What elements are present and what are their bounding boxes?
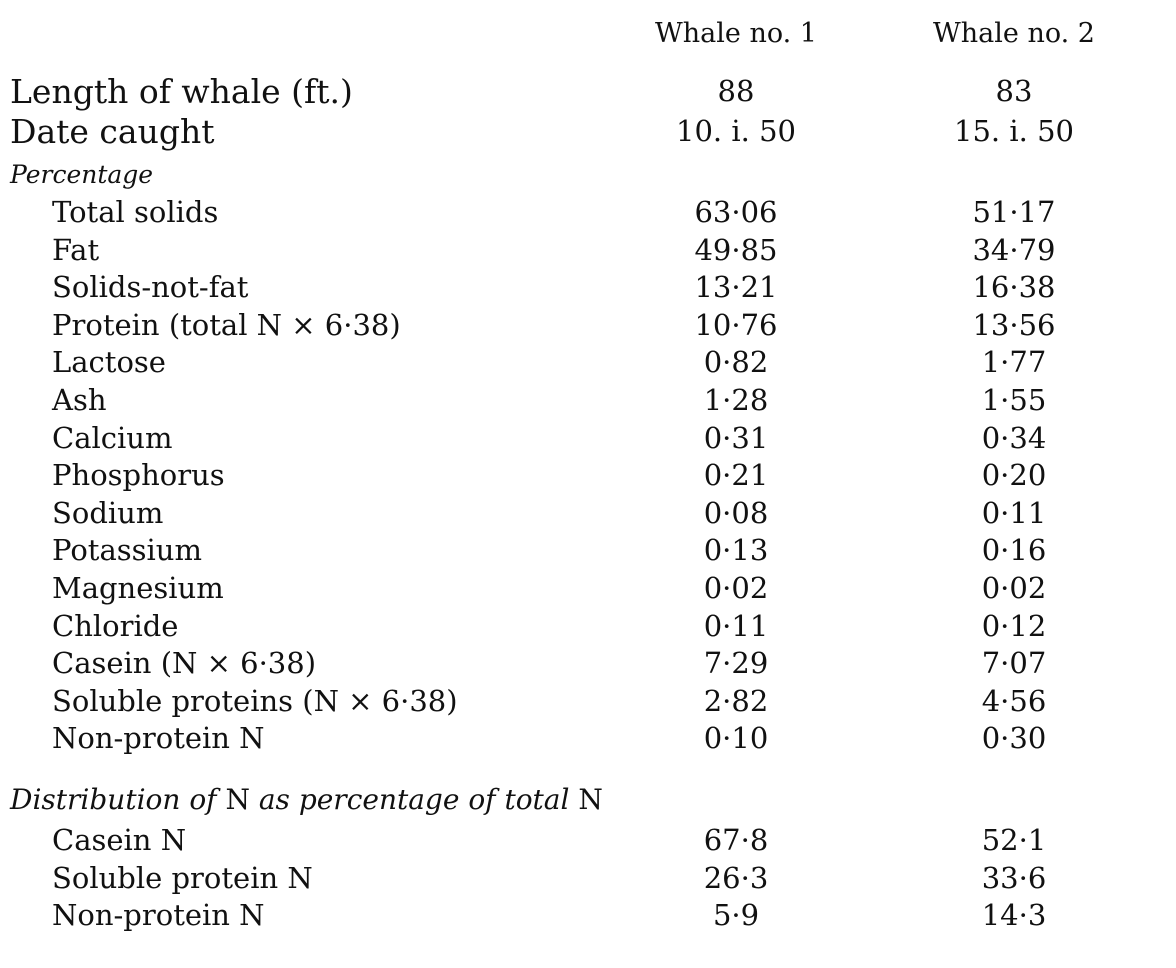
percentage-row-label: Sodium (52, 495, 164, 530)
distribution-row-value-2: 14·3 (981, 898, 1047, 932)
percentage-row-value-2: 7·07 (981, 646, 1047, 681)
percentage-row-value-1: 49·85 (694, 232, 778, 267)
distribution-heading (10, 783, 603, 816)
percentage-row-label: Casein (N × 6·38) (52, 646, 317, 681)
percentage-row-value-1: 0·08 (703, 495, 769, 530)
distribution-row-label: Non-protein N (52, 898, 265, 932)
percentage-row (0, 684, 1176, 724)
distribution-heading-part1: Distribution of (10, 783, 226, 816)
date-row (0, 112, 1176, 152)
percentage-row (0, 496, 1176, 536)
percentage-row (0, 609, 1176, 649)
percentage-row-value-2: 16·38 (972, 270, 1056, 305)
percentage-row (0, 345, 1176, 385)
column-header-whale-1: Whale no. 1 (655, 18, 817, 49)
distribution-row (0, 861, 1176, 901)
percentage-row-value-2: 0·02 (981, 571, 1047, 605)
percentage-row-value-1: 0·13 (703, 533, 769, 568)
percentage-row-label: Chloride (52, 608, 179, 643)
percentage-row-label: Solids-not-fat (52, 270, 249, 305)
percentage-row (0, 646, 1176, 686)
percentage-row-value-2: 0·30 (981, 721, 1047, 756)
percentage-row (0, 383, 1176, 423)
percentage-row (0, 533, 1176, 573)
percentage-row-value-2: 51·17 (972, 195, 1056, 229)
percentage-row-value-1: 13·21 (694, 270, 778, 305)
percentage-row (0, 308, 1176, 348)
date-value-2: 15. i. 50 (954, 114, 1074, 148)
percentage-row-label: Phosphorus (52, 458, 225, 493)
date-value-1: 10. i. 50 (676, 114, 796, 148)
percentage-row (0, 195, 1176, 235)
percentage-row (0, 458, 1176, 498)
percentage-row-value-1: 1·28 (703, 383, 769, 417)
percentage-row-value-1: 0·11 (703, 608, 769, 643)
percentage-row-value-2: 4·56 (981, 683, 1047, 718)
distribution-row-value-1: 67·8 (703, 823, 769, 857)
percentage-row-value-2: 0·20 (981, 458, 1047, 493)
length-value-2: 83 (995, 74, 1033, 108)
percentage-row-value-1: 0·31 (703, 420, 769, 455)
percentage-row-value-1: 0·10 (703, 721, 769, 756)
date-label: Date caught (10, 112, 215, 151)
percentage-row-value-1: 0·21 (703, 458, 769, 493)
percentage-row (0, 721, 1176, 761)
distribution-row (0, 823, 1176, 863)
percentage-row-value-2: 13·56 (972, 307, 1056, 342)
percentage-row-value-1: 2·82 (703, 683, 769, 718)
column-header-row (0, 18, 1176, 58)
length-value-1: 88 (717, 74, 755, 108)
percentage-row-label: Lactose (52, 345, 166, 380)
percentage-row-value-1: 10·76 (694, 307, 778, 342)
distribution-heading-row (0, 783, 1176, 823)
percentage-row-value-2: 1·55 (981, 383, 1047, 417)
percentage-row (0, 571, 1176, 611)
length-label: Length of whale (ft.) (10, 72, 353, 111)
percentage-row-value-2: 0·16 (981, 533, 1047, 568)
percentage-row-label: Protein (total N × 6·38) (52, 307, 401, 342)
length-row (0, 72, 1176, 112)
distribution-row-label: Soluble protein N (52, 860, 313, 895)
percentage-row-value-2: 0·34 (981, 420, 1047, 455)
distribution-row-label: Casein N (52, 823, 187, 857)
percentage-row-value-1: 63·06 (694, 195, 778, 229)
percentage-row-label: Fat (52, 232, 100, 267)
percentage-row-label: Non-protein N (52, 721, 265, 756)
distribution-heading-n1: N (225, 783, 250, 816)
percentage-row-label: Magnesium (52, 571, 224, 605)
percentage-row-value-2: 0·11 (981, 495, 1047, 530)
distribution-row-value-1: 26·3 (703, 860, 769, 895)
percentage-heading: Percentage (10, 160, 154, 189)
percentage-row-value-1: 7·29 (703, 646, 769, 681)
distribution-heading-n2: N (578, 783, 603, 816)
percentage-row-label: Potassium (52, 533, 202, 568)
percentage-heading-row (0, 160, 1176, 200)
percentage-row (0, 421, 1176, 461)
percentage-row-label: Ash (52, 383, 107, 417)
column-header-whale-2: Whale no. 2 (933, 18, 1095, 49)
percentage-row-value-2: 34·79 (972, 232, 1056, 267)
distribution-row-value-2: 52·1 (981, 823, 1047, 857)
distribution-heading-part2: as percentage of total (249, 783, 579, 816)
percentage-row-label: Total solids (52, 195, 219, 229)
percentage-row-value-1: 0·82 (703, 345, 769, 380)
percentage-row-value-2: 0·12 (981, 608, 1047, 643)
percentage-row-value-1: 0·02 (703, 571, 769, 605)
percentage-row-label: Calcium (52, 420, 173, 455)
distribution-row-value-2: 33·6 (981, 860, 1047, 895)
distribution-row (0, 898, 1176, 938)
percentage-row-label: Soluble proteins (N × 6·38) (52, 683, 458, 718)
percentage-row (0, 233, 1176, 273)
percentage-row-value-2: 1·77 (981, 345, 1047, 380)
percentage-row (0, 270, 1176, 310)
distribution-row-value-1: 5·9 (712, 898, 760, 932)
